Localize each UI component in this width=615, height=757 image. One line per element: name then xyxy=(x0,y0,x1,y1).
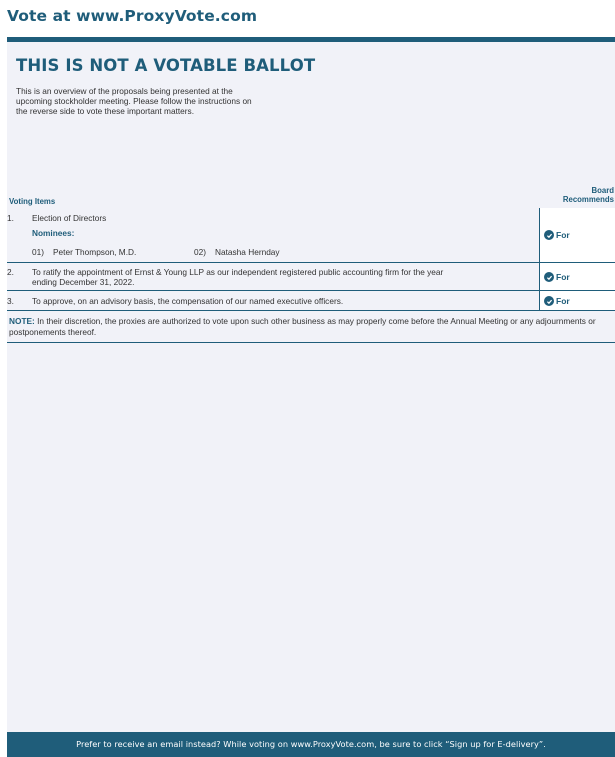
recommendation-for xyxy=(544,296,570,306)
item-text: To approve, on an advisory basis, the compensation of our named executive officers. xyxy=(32,296,344,306)
nominee-2 xyxy=(194,247,280,257)
board-header-line: Board xyxy=(591,186,614,195)
ballot-title: THIS IS NOT A VOTABLE BALLOT xyxy=(16,56,316,75)
recommendation-for xyxy=(544,230,570,240)
intro-line: This is an overview of the proposals being presented at the xyxy=(16,86,233,96)
board-header-line: Recommends xyxy=(562,194,614,204)
recommendation-for xyxy=(544,272,570,282)
nominee-index: 02) xyxy=(194,247,206,257)
item-number: 1. xyxy=(7,213,14,223)
check-circle-icon xyxy=(544,296,554,306)
header-title: Vote at www.ProxyVote.com xyxy=(7,7,258,25)
note xyxy=(7,313,615,343)
voting-items-header: Voting Items xyxy=(9,197,56,206)
item-text-line: ending December 31, 2022. xyxy=(32,277,135,288)
item-text: Election of Directors xyxy=(32,213,107,223)
nominees-label: Nominees: xyxy=(32,228,75,238)
intro-line: upcoming stockholder meeting. Please follow the instructions on xyxy=(16,96,252,107)
recommendation-cell xyxy=(539,291,615,310)
note-text: In their discretion, the proxies are authorized to vote upon such other business as may properly come before the Annual Meeting or any adjournments or postponements thereof. xyxy=(9,316,596,337)
check-circle-icon xyxy=(544,230,554,240)
voting-item-3 xyxy=(7,291,615,311)
ballot-intro xyxy=(16,86,296,117)
recommendation-cell xyxy=(539,263,615,290)
item-text xyxy=(32,267,522,287)
board-recommends-header xyxy=(544,187,614,204)
item-number: 2. xyxy=(7,267,14,277)
voting-table xyxy=(7,208,615,311)
ballot-panel xyxy=(7,42,615,732)
recommendation-cell xyxy=(539,208,615,262)
intro-line: the reverse side to vote these important matters. xyxy=(16,106,195,117)
voting-item-1 xyxy=(7,208,615,263)
nominee-index: 01) xyxy=(32,247,44,257)
recommendation-label: For xyxy=(556,272,570,282)
recommendation-label: For xyxy=(556,296,570,306)
item-text-line: To ratify the appointment of Ernst & Young LLP as our independent registered public accounting firm for the year xyxy=(32,267,444,277)
footer-banner: Prefer to receive an email instead? While voting on www.ProxyVote.com, be sure to click “Sign up for E-delivery”. xyxy=(7,732,615,757)
recommendation-label: For xyxy=(556,230,570,240)
nominee-name: Natasha Hernday xyxy=(215,247,280,257)
note-label: NOTE: xyxy=(9,316,35,326)
voting-table-header xyxy=(7,188,615,208)
nominee-name: Peter Thompson, M.D. xyxy=(53,247,137,257)
header xyxy=(0,0,615,33)
voting-item-2 xyxy=(7,263,615,291)
check-circle-icon xyxy=(544,272,554,282)
nominee-1 xyxy=(32,247,136,257)
item-number: 3. xyxy=(7,296,14,306)
